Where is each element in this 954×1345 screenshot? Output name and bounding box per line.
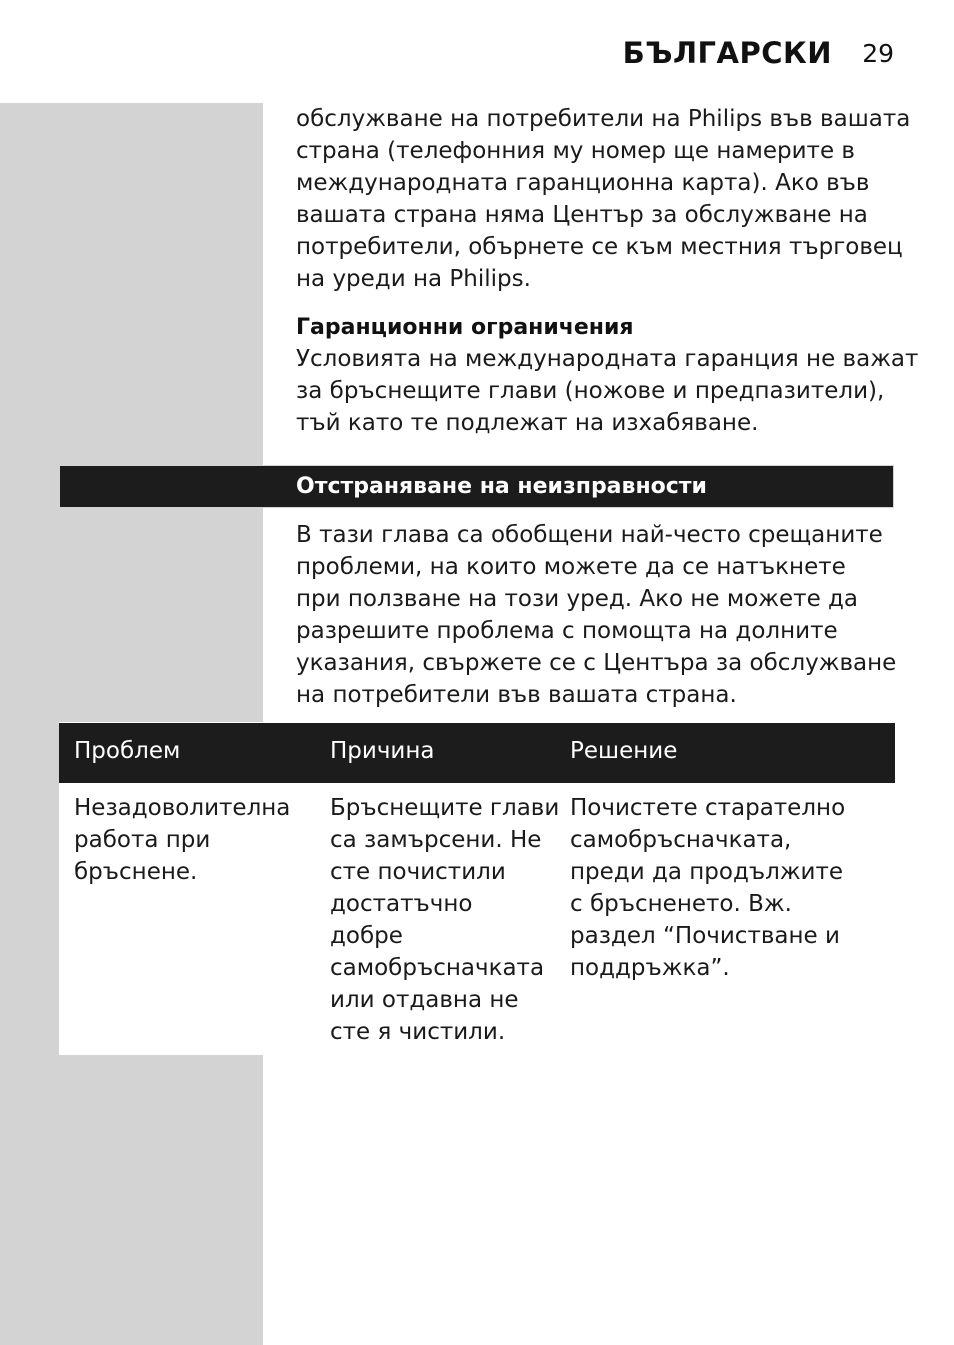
- text-line: В тази глава са обобщени най-често срещаните: [296, 522, 883, 548]
- table-header-cause: Причина: [330, 738, 435, 764]
- text-line: разрешите проблема с помощта на долните: [296, 618, 838, 644]
- page-number: 29: [862, 39, 894, 68]
- text-line: Условията на международната гаранция не важат: [296, 346, 919, 372]
- cell-line: с бръсненето. Вж.: [570, 891, 792, 917]
- cell-line: Почистете старателно: [570, 795, 846, 821]
- table-header-solution: Решение: [570, 738, 678, 764]
- text-line: потребители, обърнете се към местния търговец: [296, 234, 903, 260]
- page-language-header: БЪЛГАРСКИ: [622, 36, 832, 70]
- troubleshooting-heading: Отстраняване на неизправности: [296, 474, 707, 499]
- cell-line: или отдавна не: [330, 987, 519, 1013]
- text-line: на уреди на Philips.: [296, 266, 531, 292]
- cell-line: сте почистили: [330, 859, 506, 885]
- troubleshooting-paragraph: [296, 519, 896, 711]
- cell-line: Незадоволителна: [74, 795, 291, 821]
- warranty-paragraph: [296, 343, 919, 439]
- cell-line: Бръснещите глави: [330, 795, 560, 821]
- text-line: международната гаранционна карта). Ако във: [296, 170, 870, 196]
- table-header-problem: Проблем: [74, 738, 181, 764]
- troubleshooting-section-bar: [59, 465, 894, 508]
- text-line: страна (телефонния му номер ще намерите в: [296, 138, 855, 164]
- cell-line: сте я чистили.: [330, 1019, 506, 1045]
- intro-paragraph: [296, 103, 911, 295]
- cell-line: достатъчно: [330, 891, 473, 917]
- table-cell-solution: [570, 792, 845, 984]
- text-line: на потребители във вашата страна.: [296, 682, 737, 708]
- text-line: вашата страна няма Център за обслужване на: [296, 202, 868, 228]
- warranty-heading: Гаранционни ограничения: [296, 315, 634, 340]
- text-line: обслужване на потребители на Philips във вашата: [296, 106, 911, 132]
- cell-line: самобръсначката,: [570, 827, 792, 853]
- cell-line: раздел “Почистване и: [570, 923, 840, 949]
- table-header-row: [59, 723, 895, 783]
- cell-line: поддръжка”.: [570, 955, 730, 981]
- text-line: за бръснещите глави (ножове и предпазители),: [296, 378, 885, 404]
- cell-line: добре: [330, 923, 403, 949]
- cell-line: бръснене.: [74, 859, 198, 885]
- cell-line: работа при: [74, 827, 211, 853]
- text-line: проблеми, на които можете да се натъкнете: [296, 554, 846, 580]
- text-line: указания, свържете се с Центъра за обслужване: [296, 650, 897, 676]
- cell-line: преди да продължите: [570, 859, 844, 885]
- table-cell-problem: [74, 792, 290, 888]
- cell-line: са замърсени. Не: [330, 827, 542, 853]
- table-cell-cause: [330, 792, 559, 1048]
- text-line: при ползване на този уред. Ако не можете да: [296, 586, 859, 612]
- cell-line: самобръсначката: [330, 955, 545, 981]
- text-line: тъй като те подлежат на изхабяване.: [296, 410, 759, 436]
